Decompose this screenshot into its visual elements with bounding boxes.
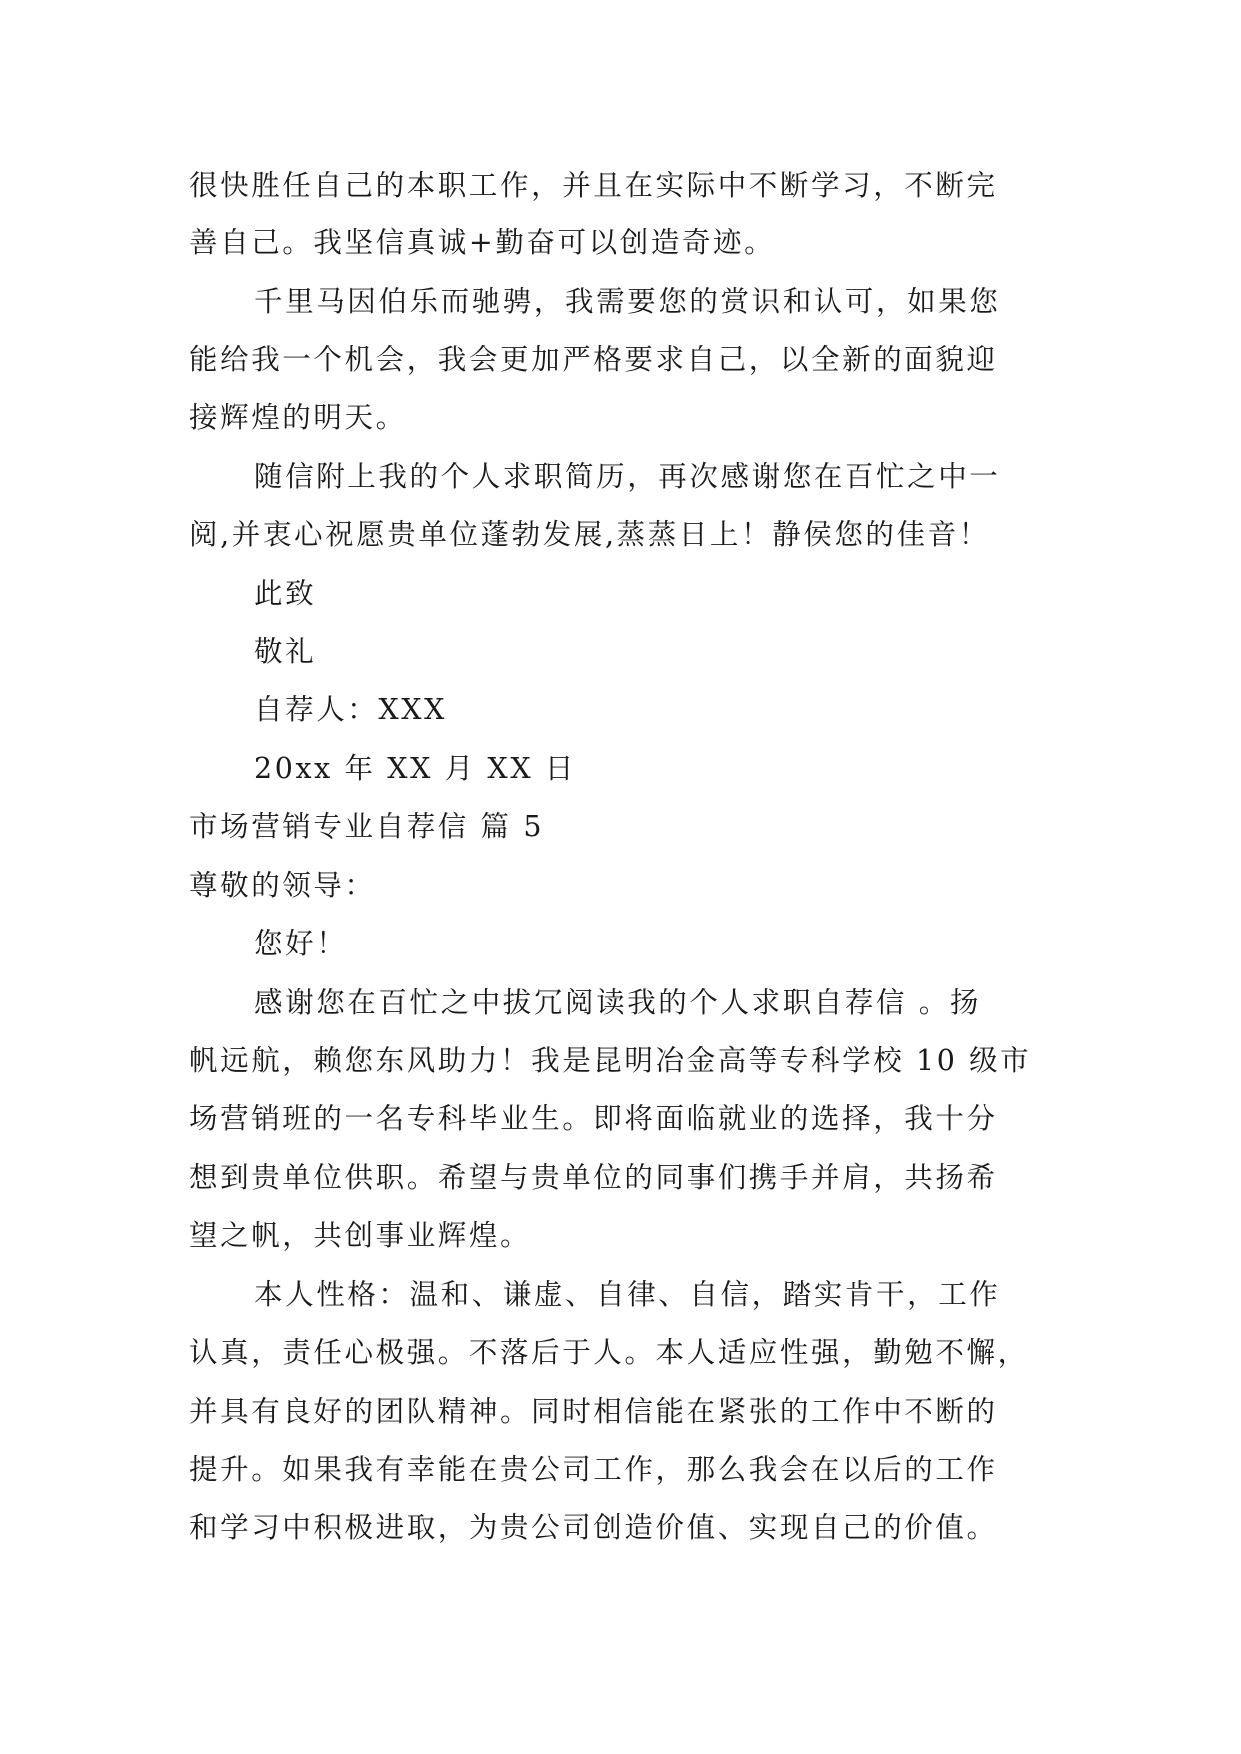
text-line: 善自己。我坚信真诚+勤奋可以创造奇迹。 [189, 226, 776, 259]
text-line: 望之帆，共创事业辉煌。 [189, 1219, 532, 1252]
paragraph-start-line: 千里马因伯乐而驰骋，我需要您的赏识和认可，如果您 [254, 285, 1001, 318]
date-line: 20xx 年 XX 月 XX 日 [254, 752, 576, 785]
paragraph-start-line: 本人性格：温和、谦虚、自律、自信，踏实肯干，工作 [254, 1278, 1001, 1311]
text-line: 很快胜任自己的本职工作，并且在实际中不断学习，不断完 [189, 169, 998, 202]
section-heading: 市场营销专业自荐信 篇 5 [189, 810, 545, 843]
text-line: 帆远航，赖您东风助力！我是昆明冶金高等专科学校 10 级市 [189, 1044, 1032, 1077]
text-line: 提升。如果我有幸能在贵公司工作，那么我会在以后的工作 [189, 1453, 998, 1486]
paragraph-start-line: 感谢您在百忙之中拔冗阅读我的个人求职自荐信 。扬 [254, 986, 981, 1019]
text-line: 能给我一个机会，我会更加严格要求自己，以全新的面貌迎 [189, 343, 998, 376]
text-line: 并具有良好的团队精神。同时相信能在紧张的工作中不断的 [189, 1395, 998, 1428]
text-line: 阅,并衷心祝愿贵单位蓬勃发展,蒸蒸日上！静侯您的佳音！ [189, 518, 990, 551]
closing-regards: 敬礼 [254, 635, 317, 668]
text-line: 想到贵单位供职。希望与贵单位的同事们携手并肩，共扬希 [189, 1161, 998, 1194]
text-line: 接辉煌的明天。 [189, 401, 407, 434]
closing-salutation: 此致 [254, 577, 317, 610]
text-line: 认真，责任心极强。不落后于人。本人适应性强，勤勉不懈， [189, 1336, 1029, 1369]
signature-line: 自荐人：XXX [254, 693, 448, 726]
text-line: 和学习中积极进取，为贵公司创造价值、实现自己的价值。 [189, 1511, 998, 1544]
text-line: 场营销班的一名专科毕业生。即将面临就业的选择，我十分 [189, 1102, 998, 1135]
paragraph-start-line: 随信附上我的个人求职简历，再次感谢您在百忙之中一 [254, 460, 1001, 493]
greeting-line: 您好！ [254, 927, 348, 960]
letter-salutation: 尊敬的领导： [189, 869, 376, 902]
